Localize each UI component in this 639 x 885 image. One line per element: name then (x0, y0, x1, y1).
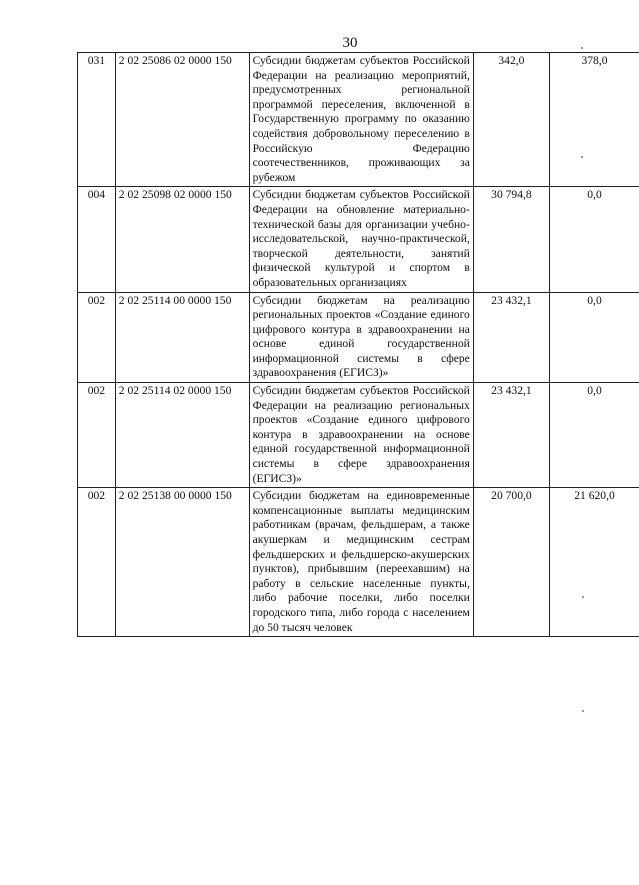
description-cell: Субсидии бюджетам на реализацию региональных проектов «Создание единого цифрового контура в здравоохранении на основе единой государственной информационной системы в сфере здравоохранения (ЕГИСЗ)» (249, 292, 473, 383)
admin-code-cell: 004 (78, 187, 116, 292)
amount-year-1-cell: 23 432,1 (473, 292, 549, 383)
budget-classification-code-cell: 2 02 25138 00 0000 150 (115, 488, 249, 637)
budget-table (77, 52, 639, 637)
admin-code-cell: 031 (78, 53, 116, 187)
scan-artifact (582, 596, 584, 598)
description-cell: Субсидии бюджетам на единовременные компенсационные выплаты медицинским работникам (врачам, фельдшерам, а также акушеркам и медицинским сестрам фельдшерских и фельдшерско-акушерских пунктов), прибывшим (переехавшим) на работу в сельские населенные пункты, либо рабочие поселки, либо поселки городского типа, либо города с населением до 50 тысяч человек (249, 488, 473, 637)
admin-code-cell: 002 (78, 488, 116, 637)
amount-year-2-cell: 0,0 (550, 292, 639, 383)
admin-code-cell: 002 (78, 292, 116, 383)
amount-year-1-cell: 30 794,8 (473, 187, 549, 292)
admin-code-cell: 002 (78, 383, 116, 488)
budget-classification-code-cell: 2 02 25114 00 0000 150 (115, 292, 249, 383)
table-row (78, 292, 639, 383)
budget-classification-code-cell: 2 02 25098 02 0000 150 (115, 187, 249, 292)
amount-year-2-cell: 378,0 (550, 53, 639, 187)
amount-year-2-cell: 0,0 (550, 383, 639, 488)
description-cell: Субсидии бюджетам субъектов Российской Федерации на реализацию региональных проектов «Создание единого цифрового контура в здравоохранении на основе единой государственной информационной системы в сфере здравоохранения (ЕГИСЗ)» (249, 383, 473, 488)
description-cell: Субсидии бюджетам субъектов Российской Федерации на обновление материально-технической базы для организации учебно-исследовательской, научно-практической, творческой деятельности, занятий физической культурой и спортом в образовательных организациях (249, 187, 473, 292)
description-cell: Субсидии бюджетам субъектов Российской Федерации на реализацию мероприятий, предусмотренных региональной программой переселения, включенной в Государственную программу по оказанию содействия добровольному переселению в Российскую Федерацию соотечественников, проживающих за рубежом (249, 53, 473, 187)
scan-artifact (581, 47, 583, 49)
amount-year-2-cell: 0,0 (550, 187, 639, 292)
amount-year-1-cell: 23 432,1 (473, 383, 549, 488)
table-row (78, 383, 639, 488)
budget-classification-code-cell: 2 02 25114 02 0000 150 (115, 383, 249, 488)
table-row (78, 53, 639, 187)
amount-year-1-cell: 342,0 (473, 53, 549, 187)
page-number: 30 (342, 35, 358, 51)
budget-classification-code-cell: 2 02 25086 02 0000 150 (115, 53, 249, 187)
table-row (78, 187, 639, 292)
amount-year-2-cell: 21 620,0 (550, 488, 639, 637)
scan-artifact (581, 156, 583, 158)
amount-year-1-cell: 20 700,0 (473, 488, 549, 637)
scan-artifact (582, 710, 584, 712)
table-row (78, 488, 639, 637)
